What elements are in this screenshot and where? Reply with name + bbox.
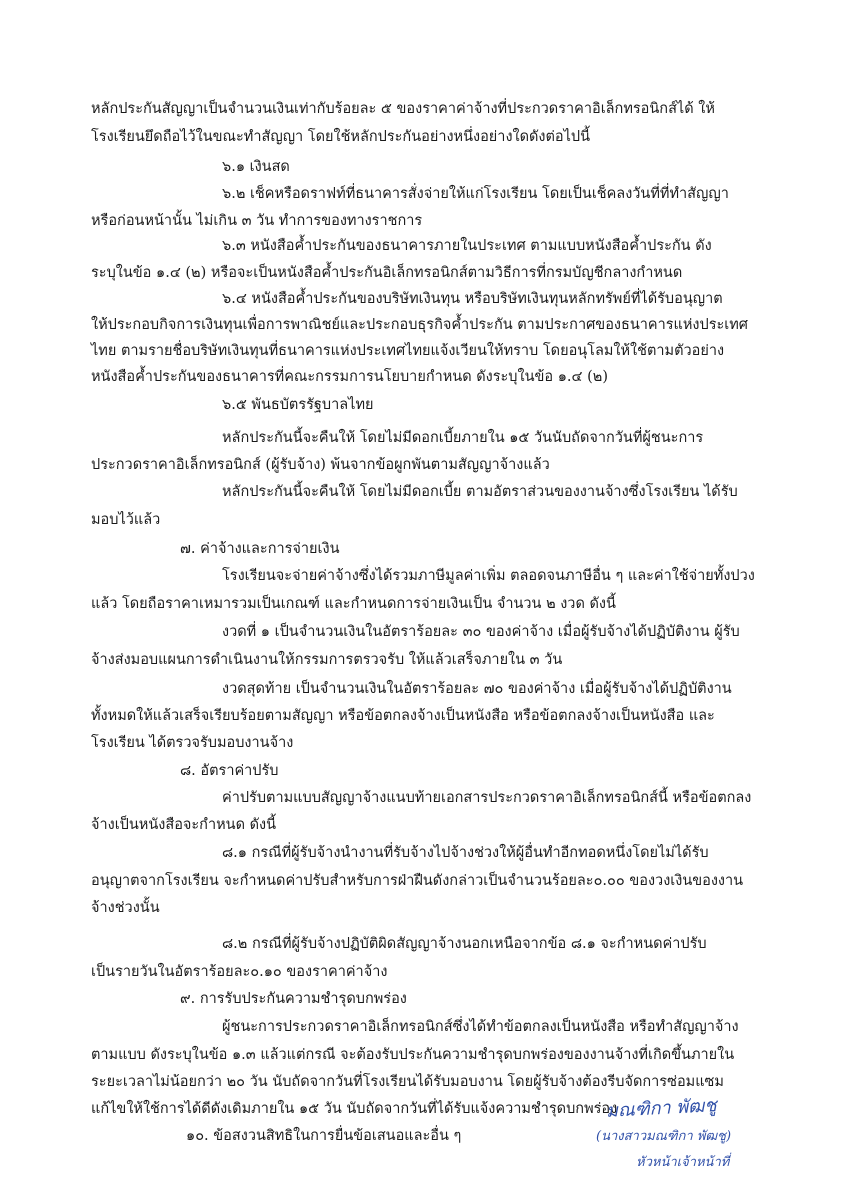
- text-line: มอบไว้แล้ว: [91, 512, 161, 528]
- signature-scrawl: มณฑิกา พัฒชู: [605, 1095, 718, 1122]
- text-line: ให้ประกอบกิจการเงินทุนเพื่อการพาณิชย์และประกอบธุรกิจค้ำประกัน ตามประกาศของธนาคารแห่งประเทศ: [91, 317, 749, 333]
- text-line: หลักประกันนี้จะคืนให้ โดยไม่มีดอกเบี้ย ตามอัตราส่วนของงานจ้างซึ่งโรงเรียน ได้รับ: [222, 484, 738, 500]
- section-heading: ๗. ค่าจ้างและการจ่ายเงิน: [180, 541, 340, 557]
- text-line: ๖.๒ เช็คหรือดราฟท์ที่ธนาคารสั่งจ่ายให้แก่โรงเรียน โดยเป็นเช็คลงวันที่ที่ทำสัญญา: [222, 186, 729, 202]
- text-line: ระยะเวลาไม่น้อยกว่า ๒๐ วัน นับถัดจากวันที่โรงเรียนได้รับมอบงาน โดยผู้รับจ้างต้องรีบจัดการซ่อมแซม: [91, 1074, 724, 1090]
- text-line: ๖.๑ เงินสด: [222, 159, 290, 175]
- text-line: ๘.๑ กรณีที่ผู้รับจ้างนำงานที่รับจ้างไปจ้างช่วงให้ผู้อื่นทำอีกทอดหนึ่งโดยไม่ได้รับ: [222, 845, 709, 861]
- text-line: ๖.๓ หนังสือค้ำประกันของธนาคารภายในประเทศ ตามแบบหนังสือค้ำประกัน ดัง: [222, 238, 712, 254]
- text-line: ตามแบบ ดังระบุในข้อ ๑.๓ แล้วแต่กรณี จะต้องรับประกันความชำรุดบกพร่องของงานจ้างที่เกิดขึ้นภายใน: [91, 1047, 735, 1063]
- text-line: หลักประกันสัญญาเป็นจำนวนเงินเท่ากับร้อยละ ๕ ของราคาค่าจ้างที่ประกวดราคาอิเล็กทรอนิกส์ได้ ให้: [91, 101, 715, 117]
- text-line: จ้างส่งมอบแผนการดำเนินงานให้กรรมการตรวจรับ ให้แล้วเสร็จภายใน ๓ วัน: [91, 652, 563, 668]
- text-line: หรือก่อนหน้านั้น ไม่เกิน ๓ วัน ทำการของทางราชการ: [91, 213, 423, 229]
- text-line: อนุญาตจากโรงเรียน จะกำหนดค่าปรับสำหรับการฝ่าฝืนดังกล่าวเป็นจำนวนร้อยละ๐.๐๐ ของวงเงินของงาน: [91, 873, 744, 889]
- text-line: ๘.๒ กรณีที่ผู้รับจ้างปฏิบัติผิดสัญญาจ้างนอกเหนือจากข้อ ๘.๑ จะกำหนดค่าปรับ: [222, 936, 707, 952]
- text-line: จ้างเป็นหนังสือจะกำหนด ดังนี้: [91, 817, 277, 833]
- text-line: ผู้ชนะการประกวดราคาอิเล็กทรอนิกส์ซึ่งได้ทำข้อตกลงเป็นหนังสือ หรือทำสัญญาจ้าง: [222, 1019, 739, 1035]
- text-line: จ้างช่วงนั้น: [91, 900, 160, 916]
- text-line: งวดที่ ๑ เป็นจำนวนเงินในอัตราร้อยละ ๓๐ ของค่าจ้าง เมื่อผู้รับจ้างได้ปฏิบัติงาน ผู้รับ: [222, 624, 740, 640]
- section-heading: ๑๐. ข้อสงวนสิทธิในการยื่นข้อเสนอและอื่น ๆ: [186, 1128, 462, 1144]
- section-heading: ๘. อัตราค่าปรับ: [180, 763, 279, 779]
- signer-position: หัวหน้าเจ้าหน้าที่: [636, 1155, 730, 1170]
- text-line: แล้ว โดยถือราคาเหมารวมเป็นเกณฑ์ และกำหนดการจ่ายเงินเป็น จำนวน ๒ งวด ดังนี้: [91, 596, 616, 612]
- text-line: ระบุในข้อ ๑.๔ (๒) หรือจะเป็นหนังสือค้ำประกันอิเล็กทรอนิกส์ตามวิธีการที่กรมบัญชีกลางกำหนด: [91, 265, 683, 281]
- text-line: ๖.๔ หนังสือค้ำประกันของบริษัทเงินทุน หรือบริษัทเงินทุนหลักทรัพย์ที่ได้รับอนุญาต: [222, 291, 723, 307]
- text-line: งวดสุดท้าย เป็นจำนวนเงินในอัตราร้อยละ ๗๐ ของค่าจ้าง เมื่อผู้รับจ้างได้ปฏิบัติงาน: [222, 681, 732, 697]
- text-line: ค่าปรับตามแบบสัญญาจ้างแนบท้ายเอกสารประกวดราคาอิเล็กทรอนิกส์นี้ หรือข้อตกลง: [222, 790, 752, 806]
- text-line: โรงเรียนจะจ่ายค่าจ้างซึ่งได้รวมภาษีมูลค่าเพิ่ม ตลอดจนภาษีอื่น ๆ และค่าใช้จ่ายทั้งปวง: [222, 568, 755, 584]
- text-line: ประกวดราคาอิเล็กทรอนิกส์ (ผู้รับจ้าง) พ้นจากข้อผูกพันตามสัญญาจ้างแล้ว: [91, 457, 550, 473]
- text-line: แก้ไขให้ใช้การได้ดีดังเดิมภายใน ๑๕ วัน นับถัดจากวันที่ได้รับแจ้งความชำรุดบกพร่อง: [91, 1101, 618, 1117]
- text-line: โรงเรียน ได้ตรวจรับมอบงานจ้าง: [91, 735, 294, 751]
- text-line: หนังสือค้ำประกันของธนาคารที่คณะกรรมการนโยบายกำหนด ดังระบุในข้อ ๑.๔ (๒): [91, 369, 609, 385]
- section-heading: ๙. การรับประกันความชำรุดบกพร่อง: [180, 991, 407, 1007]
- text-line: ๖.๕ พันธบัตรรัฐบาลไทย: [222, 397, 374, 413]
- signer-name: (นางสาวมณฑิกา พัฒชู): [596, 1129, 732, 1144]
- text-line: ไทย ตามรายชื่อบริษัทเงินทุนที่ธนาคารแห่งประเทศไทยแจ้งเวียนให้ทราบ โดยอนุโลมให้ใช้ตามตัวอย่าง: [91, 343, 725, 359]
- text-line: ทั้งหมดให้แล้วเสร็จเรียบร้อยตามสัญญา หรือข้อตกลงจ้างเป็นหนังสือ หรือข้อตกลงจ้างเป็นหนังสือ และ: [91, 708, 715, 724]
- text-line: โรงเรียนยึดถือไว้ในขณะทำสัญญา โดยใช้หลักประกันอย่างหนึ่งอย่างใดดังต่อไปนี้: [91, 129, 591, 145]
- text-line: เป็นรายวันในอัตราร้อยละ๐.๑๐ ของราคาค่าจ้าง: [91, 964, 388, 980]
- text-line: หลักประกันนี้จะคืนให้ โดยไม่มีดอกเบี้ยภายใน ๑๕ วันนับถัดจากวันที่ผู้ชนะการ: [222, 430, 704, 446]
